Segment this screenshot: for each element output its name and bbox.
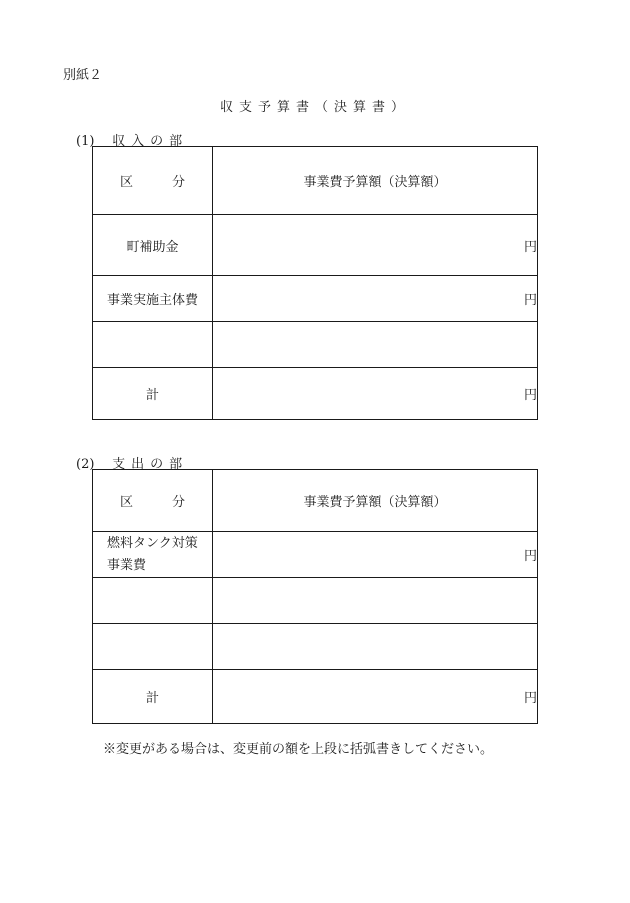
income-header-category: 区 分 [93, 147, 213, 215]
expense-total-category: 計 [93, 670, 213, 724]
footnote: ※変更がある場合は、変更前の額を上段に括弧書きしてください。 [103, 742, 494, 757]
expense-row-amount: 円 [213, 532, 538, 578]
income-row-category [93, 322, 213, 368]
table-row [93, 276, 538, 322]
table-row [93, 578, 538, 624]
income-section-number: (1) [76, 134, 95, 149]
expense-row-category-line2: 事業費 [107, 557, 147, 573]
income-total-category: 計 [93, 368, 213, 420]
income-row-category: 事業実施主体費 [93, 276, 213, 322]
income-row-amount: 円 [213, 215, 538, 276]
document-title: 収支予算書（決算書） [219, 100, 410, 115]
income-row-category: 町補助金 [93, 215, 213, 276]
expense-header-row [93, 470, 538, 532]
expense-section-number: (2) [76, 457, 95, 472]
expense-total-row [93, 670, 538, 724]
income-total-amount: 円 [213, 368, 538, 420]
table-row [93, 215, 538, 276]
table-row [93, 624, 538, 670]
expense-total-amount: 円 [213, 670, 538, 724]
table-row [93, 322, 538, 368]
income-header-row [93, 147, 538, 215]
income-section-title: 収入の部 [112, 134, 189, 149]
expense-row-amount [213, 578, 538, 624]
income-table [92, 146, 538, 420]
expense-header-amount: 事業費予算額（決算額） [213, 470, 538, 532]
expense-row-category [93, 624, 213, 670]
income-total-row [93, 368, 538, 420]
expense-header-category: 区 分 [93, 470, 213, 532]
table-row [93, 532, 538, 578]
expense-row-category [93, 578, 213, 624]
income-row-amount [213, 322, 538, 368]
expense-row-category-line1: 燃料タンク対策 [107, 535, 198, 551]
expense-table [92, 469, 538, 724]
expense-row-category [93, 532, 213, 578]
income-header-amount: 事業費予算額（決算額） [213, 147, 538, 215]
income-row-amount: 円 [213, 276, 538, 322]
expense-section-title: 支出の部 [112, 457, 189, 472]
expense-row-amount [213, 624, 538, 670]
attachment-label: 別紙２ [63, 68, 103, 83]
